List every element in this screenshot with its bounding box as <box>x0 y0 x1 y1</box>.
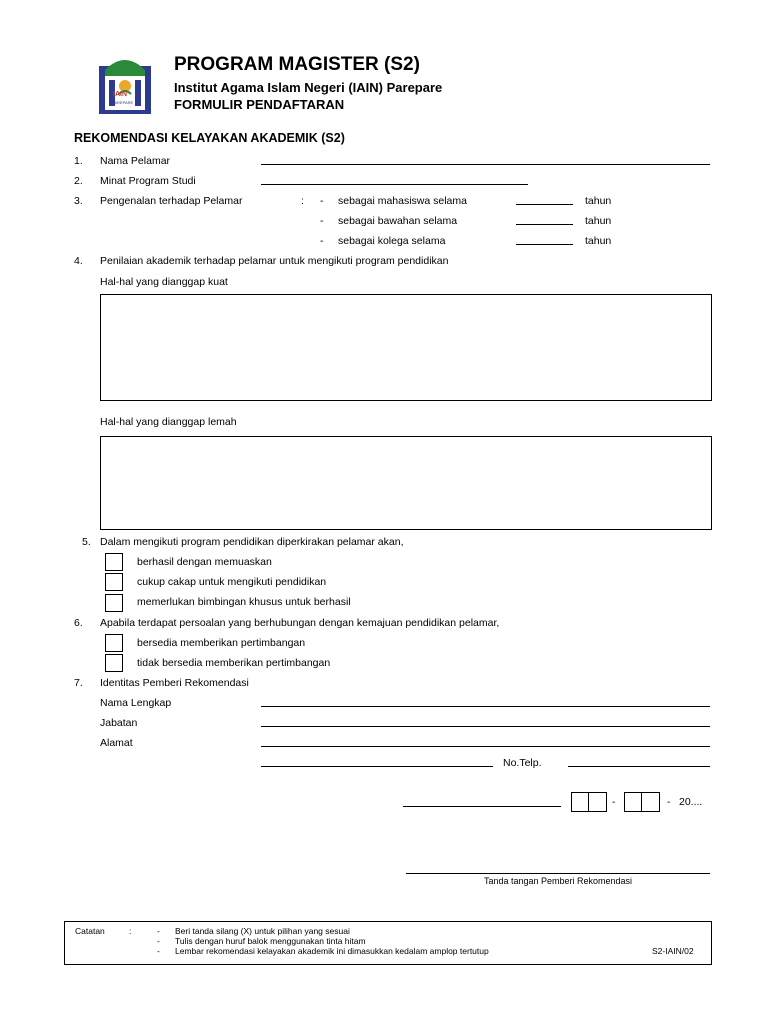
notes-label: Catatan <box>75 926 105 936</box>
option-berhasil: berhasil dengan memuaskan <box>137 556 272 568</box>
institution-name: Institut Agama Islam Negeri (IAIN) Parepare <box>174 80 443 95</box>
phone-label: No.Telp. <box>503 757 542 769</box>
form-code: S2-IAIN/02 <box>652 946 694 956</box>
checkbox-cukup-cakap[interactable] <box>105 573 123 591</box>
note-item: Lembar rekomendasi kelayakan akademik ini dimasukkan kedalam amplop tertutup <box>175 946 489 956</box>
note-item: Tulis dengan huruf balok menggunakan tinta hitam <box>175 936 366 946</box>
mahasiswa-years-field[interactable] <box>516 204 573 205</box>
checkbox-bimbingan-khusus[interactable] <box>105 594 123 612</box>
alamat-field[interactable] <box>261 746 710 747</box>
item-label-pengenalan: Pengenalan terhadap Pelamar <box>100 195 243 207</box>
field-label-jabatan: Jabatan <box>100 717 138 729</box>
nama-pelamar-field[interactable] <box>261 164 710 165</box>
date-day-box-2[interactable] <box>588 792 607 812</box>
date-year: 20.... <box>679 796 703 808</box>
bawahan-years-field[interactable] <box>516 224 573 225</box>
item-number: 1. <box>74 155 83 167</box>
section-title: REKOMENDASI KELAYAKAN AKADEMIK (S2) <box>74 131 345 145</box>
item-number: 3. <box>74 195 83 207</box>
strong-points-label: Hal-hal yang dianggap kuat <box>100 276 228 288</box>
field-label-alamat: Alamat <box>100 737 133 749</box>
item-number: 2. <box>74 175 83 187</box>
option-kolega: sebagai kolega selama <box>338 235 446 247</box>
checkbox-bersedia[interactable] <box>105 634 123 652</box>
item-number: 7. <box>74 677 83 689</box>
date-month-box-2[interactable] <box>641 792 660 812</box>
checkbox-berhasil[interactable] <box>105 553 123 571</box>
option-dash: - <box>320 235 324 247</box>
option-bersedia: bersedia memberikan pertimbangan <box>137 637 306 649</box>
weak-points-label: Hal-hal yang dianggap lemah <box>100 416 237 428</box>
option-bawahan: sebagai bawahan selama <box>338 215 458 227</box>
option-dash: - <box>320 215 324 227</box>
page-title: PROGRAM MAGISTER (S2) <box>174 54 420 75</box>
nama-lengkap-field[interactable] <box>261 706 710 707</box>
minat-program-studi-field[interactable] <box>261 184 528 185</box>
item-number: 6. <box>74 617 83 629</box>
option-cukup-cakap: cukup cakap untuk mengikuti pendidikan <box>137 576 327 588</box>
item-label-identitas: Identitas Pemberi Rekomendasi <box>100 677 249 689</box>
field-label-nama-lengkap: Nama Lengkap <box>100 697 172 709</box>
unit-tahun: tahun <box>585 235 612 247</box>
item-label-nama-pelamar: Nama Pelamar <box>100 155 171 167</box>
logo-text: IAIN <box>113 91 127 98</box>
note-item: - <box>157 936 160 946</box>
unit-tahun: tahun <box>585 195 612 207</box>
colon: : <box>301 195 304 207</box>
institution-logo <box>99 52 151 114</box>
phone-field[interactable] <box>568 766 710 767</box>
option-mahasiswa: sebagai mahasiswa selama <box>338 195 467 207</box>
place-field[interactable] <box>403 806 561 807</box>
form-name: FORMULIR PENDAFTARAN <box>174 97 345 112</box>
item-label-persoalan: Apabila terdapat persoalan yang berhubungan dengan kemajuan pendidikan pelamar, <box>100 617 500 629</box>
unit-tahun: tahun <box>585 215 612 227</box>
notes-box <box>64 921 712 965</box>
signature-line[interactable] <box>406 873 710 874</box>
signature-label: Tanda tangan Pemberi Rekomendasi <box>483 876 633 886</box>
option-bimbingan-khusus: memerlukan bimbingan khusus untuk berhasil <box>137 596 351 608</box>
weak-points-textarea[interactable] <box>100 436 712 530</box>
note-item: - <box>157 946 160 956</box>
kolega-years-field[interactable] <box>516 244 573 245</box>
logo-subtext: PAREPARE <box>112 100 134 105</box>
item-label-penilaian: Penilaian akademik terhadap pelamar untuk mengikuti program pendidikan <box>100 255 449 267</box>
item-label-minat-program-studi: Minat Program Studi <box>100 175 196 187</box>
date-separator: - <box>612 796 616 808</box>
item-number: 5. <box>82 536 91 548</box>
strong-points-textarea[interactable] <box>100 294 712 401</box>
note-item: Beri tanda silang (X) untuk pilihan yang sesuai <box>175 926 350 936</box>
jabatan-field[interactable] <box>261 726 710 727</box>
date-separator: - <box>667 796 671 808</box>
item-label-perkiraan: Dalam mengikuti program pendidikan diperkirakan pelamar akan, <box>100 536 404 548</box>
notes-colon: : <box>129 926 132 936</box>
checkbox-tidak-bersedia[interactable] <box>105 654 123 672</box>
item-number: 4. <box>74 255 83 267</box>
note-item: - <box>157 926 160 936</box>
alamat-field-line-2[interactable] <box>261 766 493 767</box>
option-tidak-bersedia: tidak bersedia memberikan pertimbangan <box>137 657 331 669</box>
option-dash: - <box>320 195 324 207</box>
